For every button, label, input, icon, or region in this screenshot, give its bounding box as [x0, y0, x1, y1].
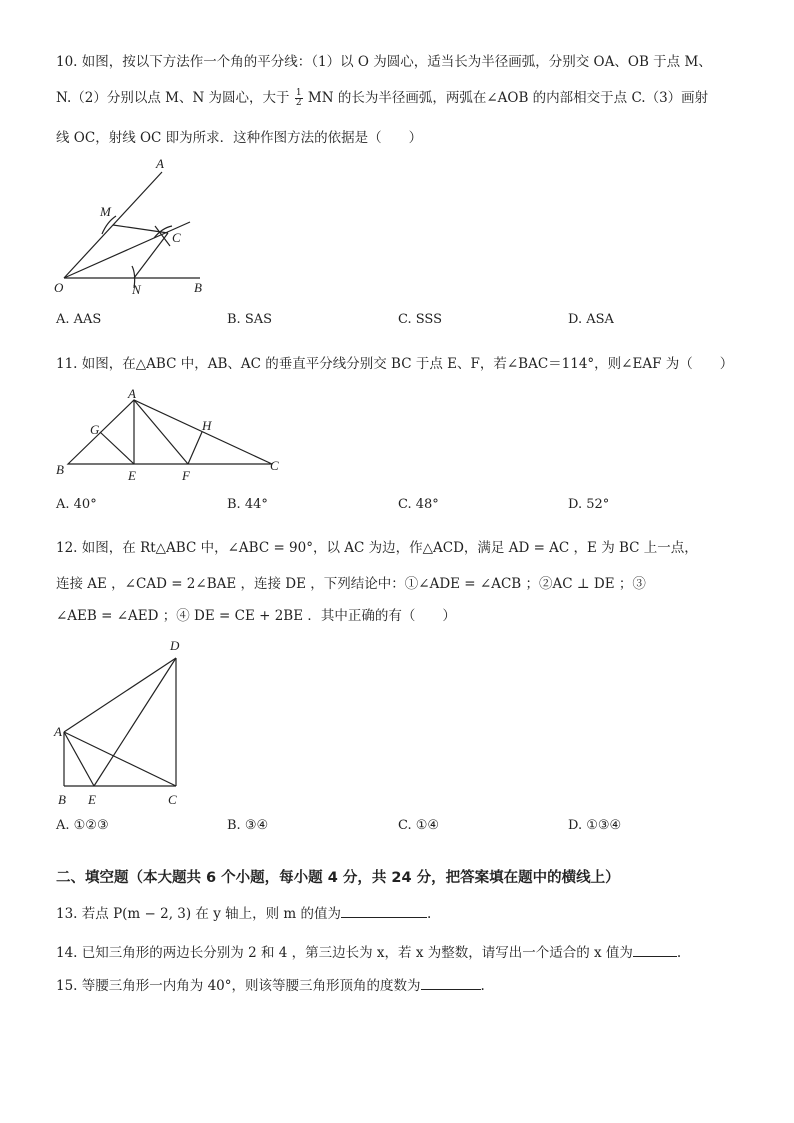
q14-answer-blank[interactable] — [633, 942, 677, 957]
q11-label-e: E — [128, 468, 136, 483]
q10-frac-den: 2 — [295, 98, 302, 108]
q13-text: 若点 P(m − 2, 3) 在 y 轴上，则 m 的值为 — [81, 906, 342, 922]
q12-text-line-1: 如图，在 Rt△ABC 中，∠ABC = 90°，以 AC 为边，作△ACD，满足 AD = AC ，E 为 BC 上一点， — [81, 540, 698, 556]
q12-line-3 — [56, 606, 754, 626]
q10-frac-num: 1 — [295, 88, 302, 98]
q15-answer-blank[interactable] — [421, 975, 481, 990]
q11-label-b: B — [56, 462, 64, 477]
q10-text-line-2b: MN 的长为半径画弧，两弧在∠AOB 的内部相交于点 C.（3）画射 — [307, 90, 709, 106]
q14-text-end: . — [676, 945, 682, 961]
q12-option-c[interactable]: C. ①④ — [398, 818, 440, 833]
q10-label-n: N — [132, 282, 141, 297]
q12-text-line-2: 连接 AE ，∠CAD = 2∠BAE ，连接 DE ，下列结论中：①∠ADE = ∠ACB ；②AC ⊥ DE ；③ — [56, 576, 646, 592]
q11-label-g: G — [90, 422, 100, 437]
q12-segment-ac — [64, 732, 176, 786]
q12-option-b[interactable]: B. ③④ — [227, 818, 269, 833]
q14-text: 已知三角形的两边长分别为 2 和 4 ，第三边长为 x，若 x 为整数，请写出一个适合的 x 值为 — [81, 945, 633, 961]
q11-label-a: A — [128, 386, 136, 401]
q14-number: 14. — [56, 945, 78, 961]
section-2-title: 二、填空题（本大题共 6 个小题，每小题 4 分，共 24 分，把答案填在题中的横线上） — [56, 870, 620, 886]
q13-number: 13. — [56, 906, 78, 922]
q15-text-end: . — [480, 978, 485, 994]
q10-line-2 — [56, 88, 754, 108]
q11-segment-hf — [188, 432, 202, 464]
q10-option-c[interactable]: C. SSS — [398, 312, 443, 327]
q15-line — [56, 975, 754, 996]
q11-segment-ge — [100, 432, 134, 464]
q11-figure — [50, 382, 290, 486]
q11-option-a[interactable]: A. 40° — [56, 497, 97, 512]
q10-label-a: A — [156, 156, 164, 171]
q10-label-b: B — [194, 280, 202, 295]
q11-segment-af — [134, 400, 188, 464]
q12-option-d[interactable]: D. ①③④ — [568, 818, 622, 833]
q11-option-d[interactable]: D. 52° — [568, 497, 610, 512]
q10-text-line-3: 线 OC，射线 OC 即为所求．这种作图方法的依据是（ ） — [56, 130, 423, 146]
q11-text: 如图，在△ABC 中，AB、AC 的垂直平分线分别交 BC 于点 E、F，若∠BAC＝114°，则∠EAF 为（ ） — [81, 356, 734, 372]
q10-text-line-2a: N.（2）分别以点 M、N 为圆心，大于 — [56, 90, 290, 106]
q12-segment-ae — [64, 732, 94, 786]
q12-label-b: B — [58, 792, 66, 807]
q11-number: 11. — [56, 356, 78, 372]
q14-line — [56, 942, 754, 963]
q13-line — [56, 903, 754, 924]
q12-option-a[interactable]: A. ①②③ — [56, 818, 109, 833]
q12-text-line-3: ∠AEB = ∠AED ；④ DE = CE + 2BE ．其中正确的有（ ） — [56, 608, 456, 624]
q11-option-b[interactable]: B. 44° — [227, 497, 268, 512]
q12-label-e: E — [88, 792, 96, 807]
q10-option-d[interactable]: D. ASA — [568, 312, 614, 327]
q12-label-c: C — [168, 792, 177, 807]
q12-label-d: D — [170, 638, 180, 653]
q12-line-1 — [56, 538, 754, 558]
q10-option-b[interactable]: B. SAS — [227, 312, 273, 327]
q11-option-c[interactable]: C. 48° — [398, 497, 439, 512]
q13-text-end: . — [427, 906, 432, 922]
q12-segment-ad — [64, 658, 176, 732]
q10-number: 10. — [56, 54, 78, 70]
q10-text-line-1: 如图，按以下方法作一个角的平分线：（1）以 O 为圆心，适当长为半径画弧，分别交 OA、OB 于点 M、 — [81, 54, 712, 70]
q10-fraction — [295, 89, 303, 108]
q11-label-c: C — [270, 458, 279, 473]
q12-number: 12. — [56, 540, 78, 556]
q10-label-c: C — [172, 230, 181, 245]
q15-number: 15. — [56, 978, 78, 994]
q11-label-h: H — [202, 418, 212, 433]
q11-line-1 — [56, 354, 754, 374]
q10-line-3 — [56, 128, 754, 148]
q10-figure — [50, 150, 220, 300]
q15-text: 等腰三角形一内角为 40°，则该等腰三角形顶角的度数为 — [81, 978, 421, 994]
q10-label-o: O — [54, 280, 64, 295]
q13-answer-blank[interactable] — [341, 903, 427, 918]
q10-option-a[interactable]: A. AAS — [56, 312, 102, 327]
q12-figure — [50, 628, 210, 814]
q12-line-2 — [56, 574, 754, 594]
q10-label-m: M — [100, 204, 111, 219]
q10-line-1 — [56, 52, 754, 72]
q11-label-f: F — [182, 468, 190, 483]
q12-label-a: A — [54, 724, 62, 739]
